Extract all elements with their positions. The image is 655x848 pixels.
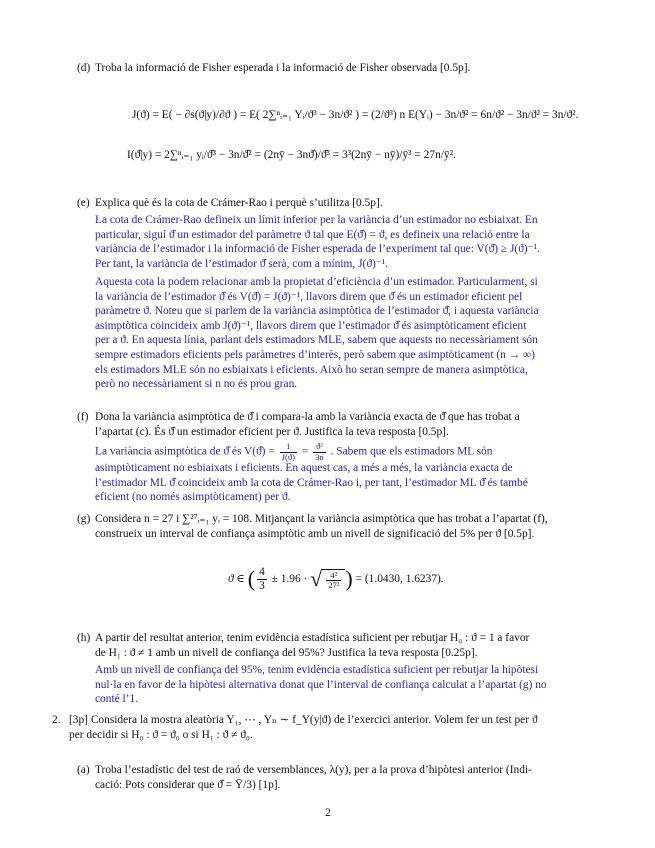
answer-line: Per tant, la variància de l’estimador ϑ̂ serà, com a mínim, J(ϑ)⁻¹.: [95, 257, 389, 270]
item-f-label: (f): [77, 411, 89, 423]
answer-line: asimptòtica coincideix amb J(ϑ)⁻¹, llavors direm que l’estimador ϑ̂ és asimptòticament eficient: [95, 319, 527, 332]
answer-line: asimptòticament no esbiaixats i eficients. En aquest cas, a més a més, la variància exacta de: [95, 462, 513, 474]
item-e-answer-p2: [95, 275, 605, 392]
question-2-text: [69, 713, 604, 742]
question-line: de H₁ : ϑ ≠ 1 amb un nivell de confiança del 95%? Justifica la teva resposta [0.25p].: [95, 646, 478, 659]
question-line: construeix un interval de confiança asimptòtic amb un nivell de significació del 5% per ϑ [0.5p].: [95, 527, 535, 540]
answer-line: els estimadors MLE són no esbiaixats i eficients. Això ho seran sempre de manera asimptòtica,: [95, 363, 528, 376]
answer-line: paràmetre ϑ. Noteu que si parlem de la variància asimptòtica de l’estimador ϑ̂, i aquesta variància: [95, 305, 539, 318]
answer-line: conté l’1.: [95, 693, 139, 706]
question-line: per decidir si H₀ : ϑ = ϑ₀ o si H₁ : ϑ ≠ ϑ₀.: [69, 728, 253, 741]
question-line: Dona la variància asimptòtica de ϑ̂ i compara-la amb la variància exacta de ϑ̂ que has trobat a: [95, 411, 520, 423]
answer-line: Aquesta cota la podem relacionar amb la propietat d’eficiència d’un estimador. Particularment, si: [95, 276, 538, 288]
item-2a-text: [95, 763, 605, 792]
fraction-inverse-fisher: $\frac{1}{J(ϑ)}$: [281, 441, 295, 462]
equation-observed-fisher: I(ϑ̂|y) = 2∑ⁿᵢ₌₁ yᵢ/ϑ̂³ − 3n/ϑ̂² = (2nȳ − 3nϑ̂)/ϑ̂³ = 3³(2nȳ − nȳ)/ȳ³ = 27n/ȳ².: [127, 149, 456, 161]
item-g-label: (g): [77, 513, 91, 525]
page-number: 2: [325, 807, 331, 819]
answer-line: Amb un nivell de confiança del 95%, tenim evidència estadística suficient per rebutjar la hipòtesi: [95, 664, 539, 676]
item-d-text: Troba la informació de Fisher esperada i la informació de Fisher observada [0.5p].: [95, 62, 471, 74]
item-e-answer-p1: [95, 213, 605, 271]
fraction-variance: $\frac{\text{ϑ²}}{3n}$: [315, 441, 324, 462]
item-h-text: [95, 631, 605, 660]
question-line: A partir del resultat anterior, tenim evidència estadística suficient per rebutjar H₀ : ϑ = 1 a favor: [95, 632, 530, 644]
item-f-answer-line1: La variància asimptòtica de ϑ̂ és V(ϑ̂) = $\frac{1}{J(ϑ)}$ = $\frac{\text{ϑ²}}{3n}$ . Sabem que els estimadors ML són: [95, 441, 493, 462]
question-line: Troba l’estadístic del test de raó de versemblances, λ(y), per a la prova d’hipòtesi anterior (Indi-: [95, 764, 532, 776]
answer-line: però no necessàriament si n no és prou gran.: [95, 378, 298, 391]
answer-line: per a ϑ. En aquesta línia, parlant dels estimadors MLE, sabem que aquests no necessàriament són: [95, 334, 538, 347]
answer-line: l’estimador ML ϑ̂ coincideix amb la cota de Crámer-Rao i, per tant, l’estimador ML ϑ̂ és també: [95, 476, 528, 489]
equation-confidence-interval: ϑ ∈ ( $\frac{4}{3}$ ± 1.96 · √ $\frac{\text{4²}}{\text{27²}}$ ) = (1.0430, 1.6237).: [228, 566, 444, 592]
item-f-text: [95, 410, 605, 439]
answer-line: variància de l’estimador i la informació de Fisher esperada de l’experiment tal que: V(ϑ̂) ≥ J(ϑ)⁻¹.: [95, 243, 540, 256]
answer-line: eficient (no només asimptòticament) per ϑ.: [95, 491, 291, 504]
answer-line: la variància de l’estimador ϑ̂ és V(ϑ̂) = J(ϑ)⁻¹, llavors direm que ϑ̂ és un estimador eficient pel: [95, 290, 523, 303]
question-line: l’apartat (c). És ϑ̂ un estimador eficient per ϑ. Justifica la teva resposta [0.5p].: [95, 425, 449, 438]
question-line: cació: Pots considerar que ϑ̂ = Ȳ/3) [1p].: [95, 778, 281, 791]
item-h-answer: [95, 663, 605, 707]
item-h-label: (h): [77, 632, 91, 644]
item-2a-label: (a): [77, 764, 90, 776]
question-2-label: 2.: [52, 714, 61, 726]
item-d-label: (d): [77, 62, 91, 74]
item-e-label: (e): [77, 197, 90, 209]
equation-expected-fisher: J(ϑ) = E( − ∂s(ϑ|y)/∂ϑ ) = E( 2∑ⁿᵢ₌₁ Yᵢ/ϑ³ − 3n/ϑ² ) = (2/ϑ³) n E(Yᵢ) − 3n/ϑ² = 6n/ϑ² − 3n/ϑ² = 3n/ϑ².: [132, 109, 579, 121]
answer-line: sempre estimadors eficients pels paràmetres d’interès, però sabem que asimptòticament (n → ∞): [95, 348, 535, 361]
item-e-text: Explica què és la cota de Crámer-Rao i perquè s’utilitza [0.5p].: [95, 197, 383, 209]
answer-line: La cota de Crámer-Rao defineix un límit inferior per la variància d’un estimador no esbiaixat. En: [95, 214, 538, 226]
answer-line: particular, siguí ϑ̂ un estimador del paràmetre ϑ tal que E(ϑ̂) = ϑ, es defineix una relació entre la: [95, 228, 530, 241]
item-g-text: [95, 512, 605, 541]
question-line: [3p] Considera la mostra aleatòria Y₁, ⋯ , Yₙ ∼ f_Y(y|ϑ) de l’exercici anterior. Volem fer un test per ϑ: [69, 714, 538, 726]
question-line: Considera n = 27 i ∑²⁷ᵢ₌₁ yᵢ = 108. Mitjançant la variància asimptòtica que has trobat a l’apartat (f),: [95, 513, 548, 525]
answer-line: nul·la en favor de la hipòtesi alternativa donat que l’interval de confiança calculat a l’apartat (g) no: [95, 678, 547, 691]
item-f-answer-rest: [95, 461, 605, 505]
